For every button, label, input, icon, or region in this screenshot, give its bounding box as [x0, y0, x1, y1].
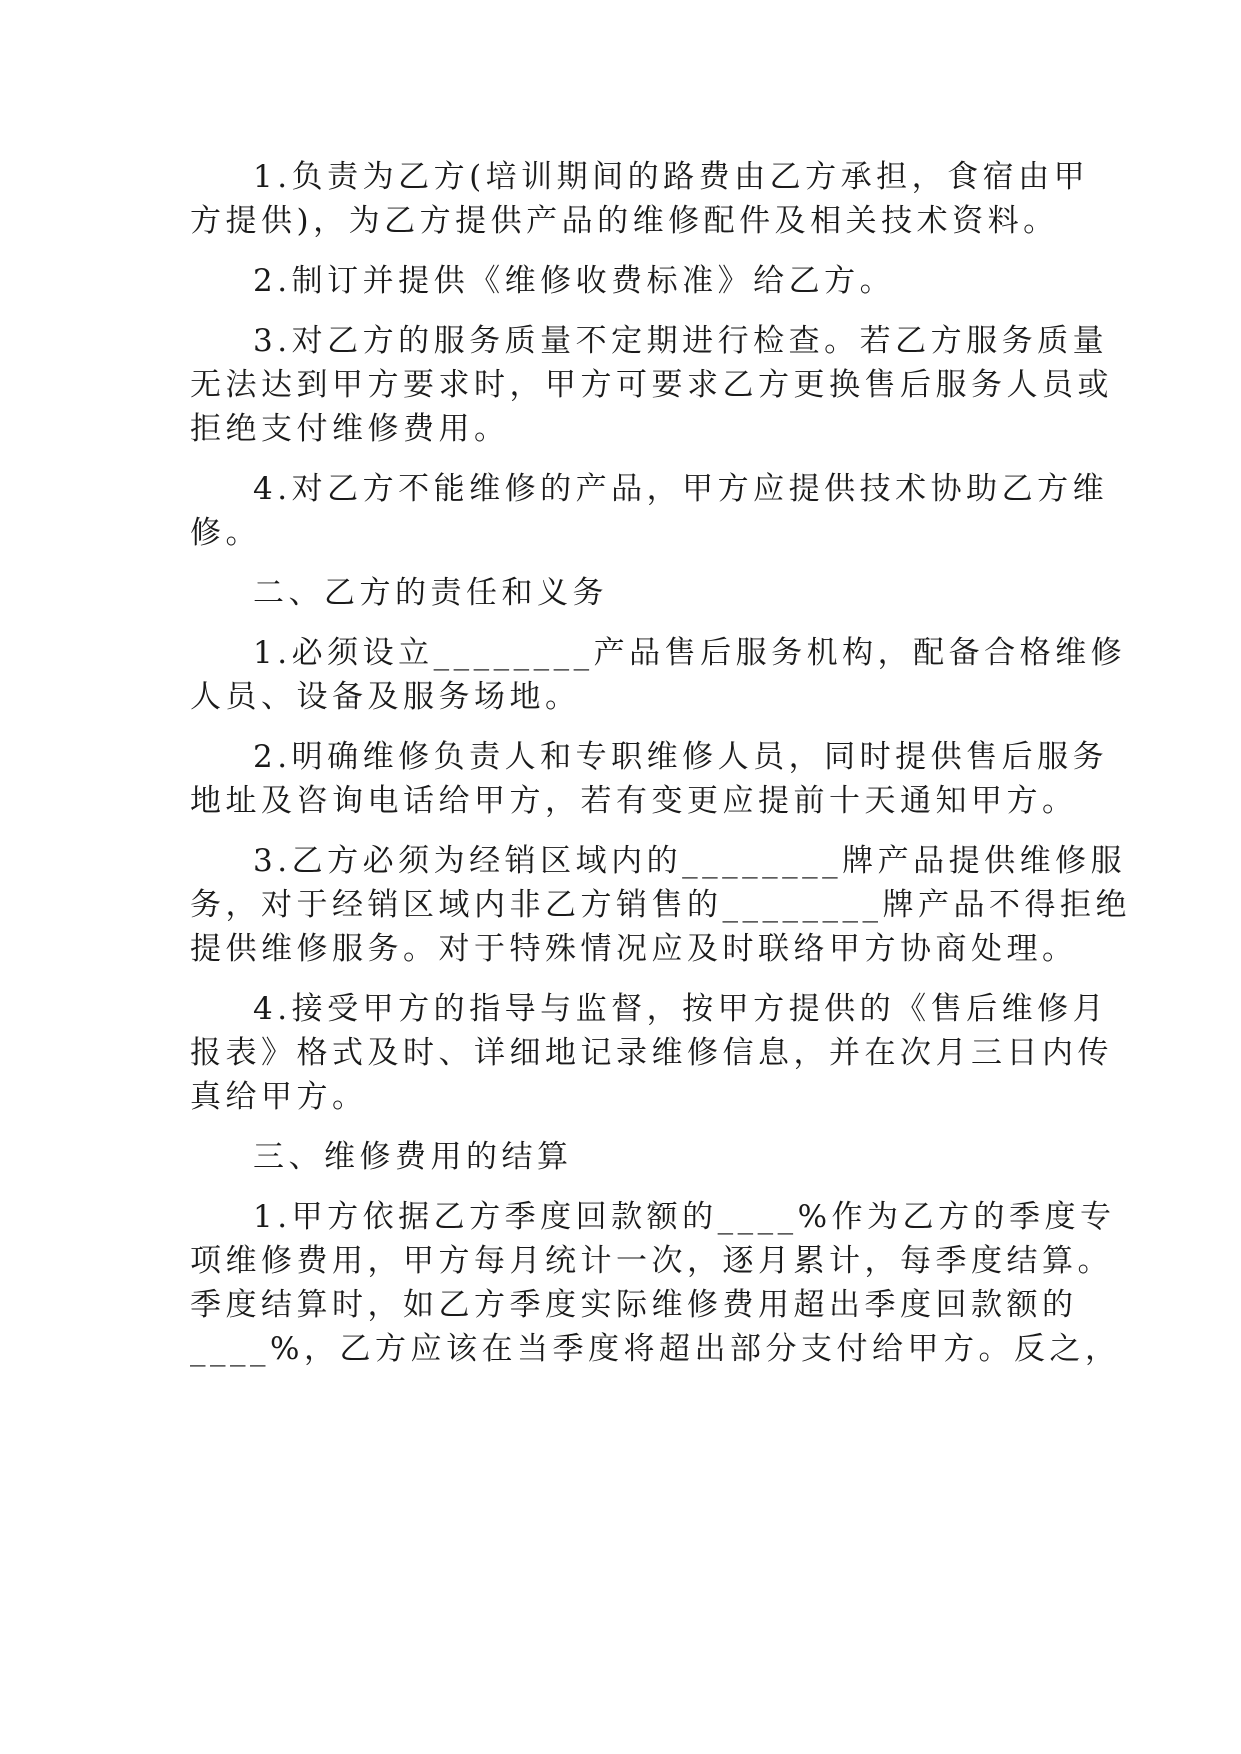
- para-yi-4-line-1: 4.接受甲方的指导与监督，按甲方提供的《售后维修月: [253, 991, 1109, 1027]
- para-yi-3-line-2: 务，对于经销区域内非乙方销售的________牌产品不得拒绝: [190, 887, 1131, 923]
- document-body: [190, 155, 1131, 1371]
- section-heading-settlement: 三、维修费用的结算: [253, 1139, 573, 1175]
- section-heading-yi-duties: 二、乙方的责任和义务: [253, 575, 608, 611]
- para-settle-1-line-1: 1.甲方依据乙方季度回款额的____%作为乙方的季度专: [253, 1199, 1116, 1235]
- para-jia-4-line-2: 修。: [190, 515, 261, 551]
- para-jia-1-line-2: 方提供)，为乙方提供产品的维修配件及相关技术资料。: [190, 203, 1059, 239]
- para-yi-4-line-2: 报表》格式及时、详细地记录维修信息，并在次月三日内传: [190, 1035, 1113, 1071]
- para-yi-2-line-1: 2.明确维修负责人和专职维修人员，同时提供售后服务: [253, 739, 1109, 775]
- para-jia-3-line-2: 无法达到甲方要求时，甲方可要求乙方更换售后服务人员或: [190, 367, 1113, 403]
- para-yi-1-line-2: 人员、设备及服务场地。: [190, 679, 581, 715]
- para-yi-1-line-1: 1.必须设立________产品售后服务机构，配备合格维修: [253, 635, 1127, 671]
- para-jia-2-line-1: 2.制订并提供《维修收费标准》给乙方。: [253, 263, 896, 299]
- para-settle-1-line-2: 项维修费用，甲方每月统计一次，逐月累计，每季度结算。: [190, 1243, 1113, 1279]
- para-yi-2-line-2: 地址及咨询电话给甲方，若有变更应提前十天通知甲方。: [190, 783, 1078, 819]
- para-jia-3-line-3: 拒绝支付维修费用。: [190, 411, 510, 447]
- para-settle-1-line-4: ____%，乙方应该在当季度将超出部分支付给甲方。反之，: [190, 1331, 1121, 1367]
- para-jia-4-line-1: 4.对乙方不能维修的产品，甲方应提供技术协助乙方维: [253, 471, 1109, 507]
- para-yi-3-line-1: 3.乙方必须为经销区域内的________牌产品提供维修服: [253, 843, 1127, 879]
- para-yi-3-line-3: 提供维修服务。对于特殊情况应及时联络甲方协商处理。: [190, 931, 1078, 967]
- para-jia-1-line-1: 1.负责为乙方(培训期间的路费由乙方承担，食宿由甲: [253, 159, 1090, 195]
- para-yi-4-line-3: 真给甲方。: [190, 1079, 368, 1115]
- para-settle-1-line-3: 季度结算时，如乙方季度实际维修费用超出季度回款额的: [190, 1287, 1078, 1323]
- para-jia-3-line-1: 3.对乙方的服务质量不定期进行检查。若乙方服务质量: [253, 323, 1109, 359]
